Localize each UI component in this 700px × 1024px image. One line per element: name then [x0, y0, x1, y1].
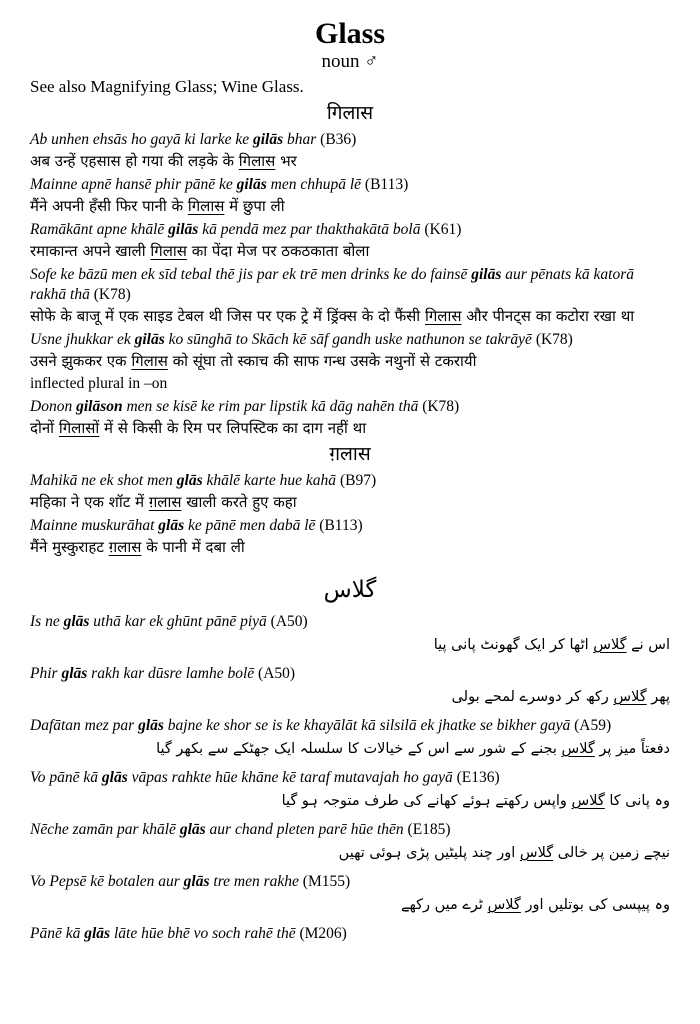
example-entry: [30, 175, 670, 217]
example-entry: [30, 664, 670, 710]
transliteration-line: [30, 820, 670, 840]
example-entry: [30, 516, 670, 558]
native-script-line: [30, 632, 670, 658]
native-script-line: [30, 788, 670, 814]
transliteration-line: [30, 872, 670, 892]
underlined-headword: गिलास: [238, 152, 276, 170]
translit-text: Dafātan mez par: [30, 717, 139, 734]
native-text: اٹھا کر ایک گھونٹ پانی پیا: [433, 637, 594, 653]
native-text: में से किसी के रिम पर लिपस्टिक का दाग नहीं था: [99, 419, 367, 437]
native-text: में छुपा ली: [224, 197, 285, 215]
source-reference: (K78): [418, 398, 460, 415]
native-text: भर: [275, 152, 297, 170]
translit-text: Usne jhukkar ek: [30, 331, 135, 348]
translit-text: Sofe ke bāzū men ek sīd tebal thē jis par ek trē men drinks ke do fainsē: [30, 266, 472, 283]
translit-text: ke pānē men dabā lē: [184, 517, 316, 534]
example-entry: [30, 768, 670, 814]
underlined-headword: گلاس: [487, 897, 521, 913]
transliteration-line: [30, 397, 670, 417]
example-entry: [30, 820, 670, 866]
lemma-section: [30, 443, 670, 558]
translit-text: Phir: [30, 665, 62, 682]
headword-form: gilāson: [76, 398, 123, 415]
native-script-line: [30, 417, 670, 439]
translit-text: Vo Pepsē kē botalen aur: [30, 873, 184, 890]
translit-text: vāpas rahkte hūe khāne kē taraf mutavajah ho gayā: [127, 769, 453, 786]
translit-text: men se kisē ke rim par lipstik kā dāg nahēn thā: [122, 398, 419, 415]
native-text: और पीनट्स का कटोरा रखा था: [461, 307, 635, 325]
translit-text: aur chand pleten parē hūe thēn: [205, 821, 404, 838]
native-script-line: [30, 350, 670, 372]
translit-text: tre men rakhe: [209, 873, 299, 890]
native-text: को सूंघा तो स्काच की साफ गन्ध उसके नथुनों से टकरायी: [167, 352, 477, 370]
source-reference: (B113): [361, 176, 409, 193]
native-text: وہ پانی کا: [604, 793, 670, 809]
translit-text: khālē karte hue kahā: [202, 472, 337, 489]
translit-text: Mainne muskurāhat: [30, 517, 159, 534]
translit-text: Ramākānt apne khālē: [30, 221, 169, 238]
example-entry: [30, 130, 670, 172]
example-entry: [30, 265, 670, 327]
translit-text: Mahikā ne ek shot men: [30, 472, 177, 489]
example-entry: [30, 612, 670, 658]
example-entry: [30, 330, 670, 372]
sections: [30, 102, 670, 944]
see-also: See also Magnifying Glass; Wine Glass.: [30, 77, 304, 96]
native-text: اس نے: [626, 637, 670, 653]
native-text: अब उन्हें एहसास हो गया की लड़के के: [30, 152, 239, 170]
headword-form: glās: [101, 769, 128, 786]
headword-form: gilās: [252, 131, 284, 148]
native-text: का पेंदा मेज पर ठकठकाता बोला: [186, 242, 370, 260]
native-text: दोनों: [30, 419, 59, 437]
headword-form: glās: [183, 873, 210, 890]
native-text: پھر: [646, 689, 670, 705]
native-text: وہ پیپسی کی بوتلیں اور: [520, 897, 670, 913]
native-text: मैंने अपनी हँसी फिर पानी के: [30, 197, 188, 215]
headword-form: glās: [63, 613, 90, 630]
underlined-headword: گلاس: [561, 741, 595, 757]
translit-text: men chhupā lē: [266, 176, 362, 193]
translit-text: lāte hūe bhē vo soch rahē thē: [110, 925, 296, 942]
source-reference: (A50): [266, 613, 308, 630]
headword-form: gilās: [471, 266, 502, 283]
source-reference: (K61): [420, 221, 462, 238]
native-script-line: [30, 892, 670, 918]
headword-form: glās: [179, 821, 206, 838]
transliteration-line: [30, 664, 670, 684]
native-script-line: [30, 736, 670, 762]
transliteration-line: [30, 924, 670, 944]
headword-form: gilās: [236, 176, 267, 193]
native-text: मैंने मुस्कुराहट: [30, 538, 109, 556]
headword-form: glās: [158, 517, 185, 534]
native-text: دفعتاً میز پر: [594, 741, 670, 757]
translit-text: Is ne: [30, 613, 64, 630]
headword-form: glās: [138, 717, 164, 734]
native-script-line: [30, 491, 670, 513]
source-reference: (B113): [315, 517, 363, 534]
underlined-headword: ग़लास: [148, 493, 182, 511]
transliteration-line: [30, 716, 670, 736]
native-script-line: [30, 150, 670, 172]
translit-text: bhar: [283, 131, 317, 148]
native-text: सोफे के बाजू में एक साइड टेबल थी जिस पर एक ट्रे में ड्रिंक्स के दो फैंसी: [30, 307, 425, 325]
grammar-note: inflected plural in –on: [30, 375, 168, 392]
translit-text: aur pēnats kā katorā rakhā thā: [30, 266, 634, 303]
underlined-headword: गिलासों: [58, 419, 100, 437]
section-heading: ग़लास: [329, 444, 371, 465]
example-entry: [30, 924, 670, 944]
source-reference: (K78): [89, 286, 131, 303]
translit-text: uthā kar ek ghūnt pānē piyā: [89, 613, 267, 630]
translit-text: bajne ke shor se is ke khayālāt kā silsilā ek jhatke se bikher gayā: [163, 717, 571, 734]
source-reference: (B36): [316, 131, 357, 148]
transliteration-line: [30, 516, 670, 536]
translit-text: Mainne apnē hansē phir pānē ke: [30, 176, 237, 193]
translit-text: rakh kar dūsre lamhe bolē: [87, 665, 255, 682]
native-text: واپس رکھتے ہوئے کھانے کی طرف متوجہ ہو گیا: [281, 793, 572, 809]
underlined-headword: گلاس: [613, 689, 647, 705]
native-text: نیچے زمین پر خالی: [553, 845, 670, 861]
source-reference: (A50): [254, 665, 296, 682]
lemma-section: [30, 102, 670, 439]
underlined-headword: گلاس: [593, 637, 627, 653]
native-script-line: [30, 536, 670, 558]
source-reference: (M206): [295, 925, 347, 942]
source-reference: (A59): [570, 717, 612, 734]
native-script-line: [30, 840, 670, 866]
transliteration-line: [30, 471, 670, 491]
headword-form: glās: [176, 472, 203, 489]
transliteration-line: [30, 265, 670, 305]
native-script-line: [30, 684, 670, 710]
source-reference: (E136): [452, 769, 500, 786]
headword-form: glās: [61, 665, 88, 682]
source-reference: (K78): [531, 331, 573, 348]
dictionary-page: [30, 18, 670, 944]
underlined-headword: گلاس: [519, 845, 554, 861]
underlined-headword: गिलास: [131, 352, 168, 370]
translit-text: Pānē kā: [30, 925, 85, 942]
headword-form: gilās: [134, 331, 165, 348]
native-text: بجنے کے شور سے اس کے خیالات کا سلسلہ ایک جھٹکے سے بکھر گیا: [156, 741, 562, 757]
native-script-line: [30, 240, 670, 262]
translit-text: Nēche zamān par khālē: [30, 821, 180, 838]
native-text: ٹرے میں رکھے: [400, 897, 488, 913]
transliteration-line: [30, 175, 670, 195]
headword: Glass: [314, 17, 386, 50]
native-text: खाली करते हुए कहा: [181, 493, 297, 511]
underlined-headword: गिलास: [187, 197, 225, 215]
translit-text: ko sūnghā to Skāch kē sāf gandh uske nathunon se takrāyē: [164, 331, 532, 348]
transliteration-line: [30, 220, 670, 240]
native-text: के पानी में दबा ली: [141, 538, 245, 556]
example-entry: [30, 397, 670, 439]
native-text: रमाकान्त अपने खाली: [30, 242, 151, 260]
section-heading: گلاس: [323, 577, 377, 602]
headword-form: glās: [84, 925, 111, 942]
example-entry: [30, 872, 670, 918]
section-heading: गिलास: [326, 103, 374, 124]
transliteration-line: [30, 130, 670, 150]
underlined-headword: گلاس: [571, 793, 605, 809]
transliteration-line: [30, 612, 670, 632]
source-reference: (B97): [336, 472, 377, 489]
native-text: رکھ کر دوسرے لمحے بولی: [451, 689, 614, 705]
translit-text: kā pendā mez par thakthakātā bolā: [198, 221, 421, 238]
example-entry: [30, 471, 670, 513]
example-entry: [30, 716, 670, 762]
transliteration-line: [30, 768, 670, 788]
native-script-line: [30, 195, 670, 217]
source-reference: (M155): [298, 873, 351, 890]
native-text: اور چند پلیٹیں پڑی ہوئی تھیں: [338, 845, 520, 861]
translit-text: Donon: [30, 398, 77, 415]
translit-text: Ab unhen ehsās ho gayā ki larke ke: [30, 131, 253, 148]
source-reference: (E185): [403, 821, 451, 838]
underlined-headword: गिलास: [150, 242, 187, 260]
example-entry: [30, 220, 670, 262]
lemma-section: [30, 578, 670, 944]
transliteration-line: [30, 330, 670, 350]
part-of-speech: noun ♂: [321, 51, 379, 72]
native-text: उसने झुककर एक: [30, 352, 132, 370]
native-script-line: [30, 305, 670, 327]
underlined-headword: गिलास: [424, 307, 462, 325]
underlined-headword: ग़लास: [108, 538, 142, 556]
native-text: महिका ने एक शॉट में: [30, 493, 149, 511]
headword-form: gilās: [168, 221, 199, 238]
translit-text: Vo pānē kā: [30, 769, 102, 786]
